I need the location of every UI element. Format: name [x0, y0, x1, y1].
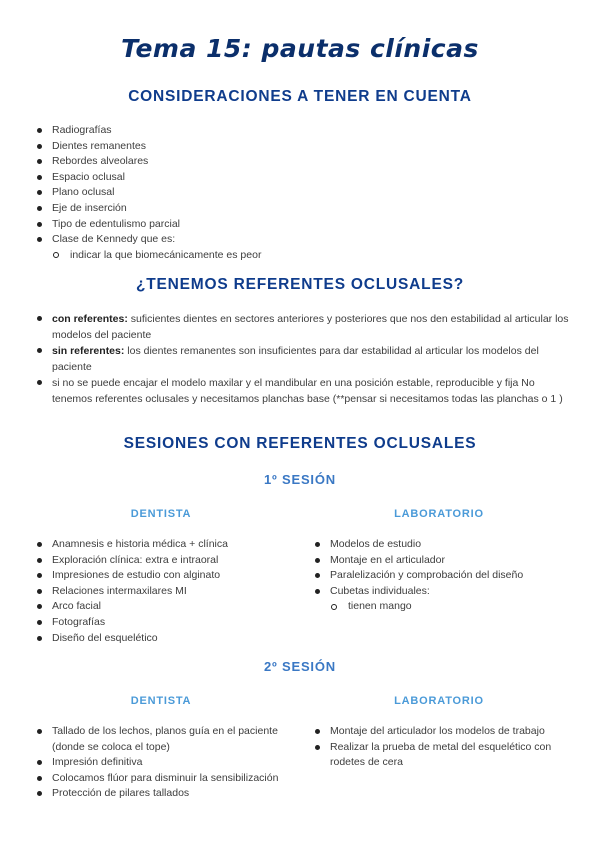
column-heading-laboratorio: LABORATORIO [394, 508, 484, 520]
list-item: Tallado de los lechos, planos guía en el paciente (donde se coloca el tope) [36, 724, 294, 755]
list-item [36, 311, 572, 343]
list-item: Realizar la prueba de metal del esquelético con rodetes de cera [314, 740, 576, 771]
list-item: Impresiones de estudio con alginato [36, 568, 298, 584]
session1-dentista-list [36, 537, 298, 646]
bold-term: sin referentes: [52, 345, 125, 357]
list-item: Exploración clínica: extra e intraoral [36, 553, 298, 569]
list-item: Diseño del esquelético [36, 631, 298, 647]
section-heading-referentes: ¿TENEMOS REFERENTES OCLUSALES? [136, 276, 464, 293]
session1-laboratorio-list [314, 537, 576, 615]
session2-laboratorio-list [314, 724, 576, 771]
list-item: Impresión definitiva [36, 755, 294, 771]
column-heading-dentista: DENTISTA [130, 508, 192, 520]
list-item: Arco facial [36, 599, 298, 615]
sub-list-item: indicar la que biomecánicamente es peor [36, 248, 576, 264]
list-item: Rebordes alveolares [36, 154, 576, 170]
list-item: Montaje en el articulador [314, 553, 576, 569]
list-item: Dientes remanentes [36, 139, 576, 155]
list-item: Plano oclusal [36, 185, 576, 201]
list-item [36, 343, 572, 375]
referentes-list [36, 311, 572, 407]
session2-dentista-list [36, 724, 294, 802]
page-title: Tema 15: pautas clínicas [121, 34, 479, 63]
section-heading-consideraciones: CONSIDERACIONES A TENER EN CUENTA [128, 88, 472, 105]
column-heading-laboratorio: LABORATORIO [394, 695, 484, 707]
consideraciones-list [36, 123, 576, 263]
session-heading-2: 2º SESIÓN [264, 659, 336, 674]
list-item: Radiografías [36, 123, 576, 139]
list-item: Eje de inserción [36, 201, 576, 217]
list-item: si no se puede encajar el modelo maxilar y el mandibular en una posición estable, reproducible y fija No tenemos referentes oclusales y necesitamos planchas base (**pensar si necesitamos todas las planchas o 1 ) [36, 375, 572, 407]
list-item: Colocamos flúor para disminuir la sensibilización [36, 771, 294, 787]
list-item: Relaciones intermaxilares MI [36, 584, 298, 600]
column-heading-dentista: DENTISTA [130, 695, 192, 707]
sub-list-item: tienen mango [314, 599, 576, 615]
list-item: Clase de Kennedy que es: [36, 232, 576, 248]
list-item: Paralelización y comprobación del diseño [314, 568, 576, 584]
list-item: Montaje del articulador los modelos de trabajo [314, 724, 576, 740]
list-item: Cubetas individuales: [314, 584, 576, 600]
list-item: Protección de pilares tallados [36, 786, 294, 802]
list-item: Modelos de estudio [314, 537, 576, 553]
section-heading-sesiones: SESIONES CON REFERENTES OCLUSALES [123, 435, 477, 452]
session-heading-1: 1º SESIÓN [264, 472, 336, 487]
list-item: Anamnesis e historia médica + clínica [36, 537, 298, 553]
bold-term: con referentes: [52, 313, 128, 325]
item-text: suficientes dientes en sectores anteriores y posteriores que nos den estabilidad al articular los modelos del paciente [52, 313, 569, 341]
list-item: Tipo de edentulismo parcial [36, 217, 576, 233]
list-item: Fotografías [36, 615, 298, 631]
item-text: los dientes remanentes son insuficientes para dar estabilidad al articular los modelos del paciente [52, 345, 539, 373]
list-item: Espacio oclusal [36, 170, 576, 186]
